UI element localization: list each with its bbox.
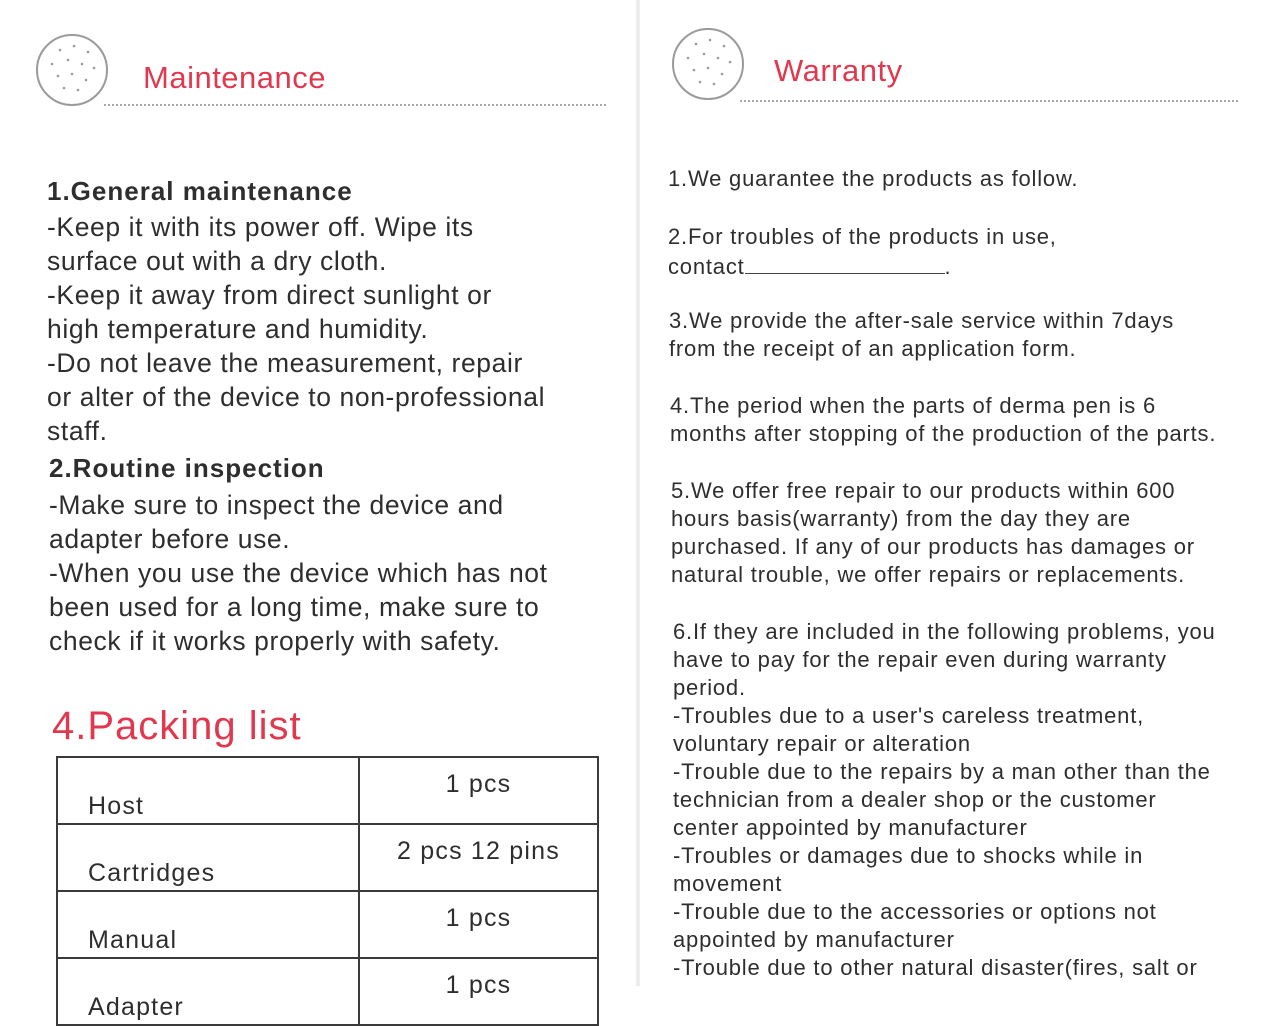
maintenance-page [0, 0, 636, 1021]
warranty-item-6 [673, 618, 1283, 982]
packing-list-title: 4.Packing list [52, 704, 302, 748]
item-name: Cartridges [57, 824, 359, 891]
text-line: have to pay for the repair even during warranty [673, 647, 1167, 672]
text-line: -Trouble due to the repairs by a man other than the [673, 759, 1211, 784]
table-row [57, 757, 598, 824]
text-line: -Make sure to inspect the device and [49, 490, 504, 520]
item-quantity: 1 pcs [359, 958, 598, 1025]
text-line: months after stopping of the production of the parts. [670, 421, 1217, 446]
warranty-header: Warranty [774, 53, 903, 88]
warranty-item-2 [668, 223, 1268, 281]
general-maintenance-text [47, 210, 545, 448]
text-line: period. [673, 675, 746, 700]
item-name: Host [57, 757, 359, 824]
maintenance-header: Maintenance [143, 60, 327, 95]
dotted-circle-icon [36, 34, 108, 106]
table-row [57, 824, 598, 891]
warranty-item-3 [669, 307, 1269, 363]
header-rule [740, 100, 1238, 102]
table-row [57, 958, 598, 1025]
text-line: natural trouble, we offer repairs or replacements. [671, 562, 1186, 587]
text-line: -Do not leave the measurement, repair [47, 348, 523, 378]
text-line: voluntary repair or alteration [673, 731, 971, 756]
dotted-circle-icon [672, 28, 744, 100]
text-line: staff. [47, 416, 108, 446]
text-line: 3.We provide the after-sale service within 7days [669, 308, 1175, 333]
text-line: -Troubles due to a user's careless treatment, [673, 703, 1145, 728]
text-line: check if it works properly with safety. [49, 626, 501, 656]
text-line: -Trouble due to other natural disaster(fires, salt or [673, 955, 1198, 980]
routine-inspection-text [49, 488, 548, 658]
text-line: center appointed by manufacturer [673, 815, 1028, 840]
routine-inspection-heading: 2.Routine inspection [49, 453, 325, 483]
warranty-item-5 [671, 477, 1271, 589]
table-row [57, 891, 598, 958]
text-line: -When you use the device which has not [49, 558, 548, 588]
warranty-item-4 [670, 392, 1280, 448]
text-line: movement [673, 871, 783, 896]
period-mark: . [944, 254, 952, 279]
text-line: -Troubles or damages due to shocks while in [673, 843, 1144, 868]
text-line: -Keep it with its power off. Wipe its [47, 212, 474, 242]
item-name: Adapter [57, 958, 359, 1025]
general-maintenance-heading: 1.General maintenance [47, 176, 353, 206]
text-line: purchased. If any of our products has damages or [671, 534, 1195, 559]
contact-blank [745, 251, 945, 274]
text-line: 5.We offer free repair to our products within 600 [671, 478, 1176, 503]
text-line: surface out with a dry cloth. [47, 246, 387, 276]
contact-label: contact [668, 254, 745, 279]
text-line: 2.For troubles of the products in use, [668, 224, 1057, 249]
warranty-item-1: 1.We guarantee the products as follow. [668, 166, 1079, 191]
text-line: been used for a long time, make sure to [49, 592, 540, 622]
text-line: adapter before use. [49, 524, 291, 554]
item-quantity: 2 pcs 12 pins [359, 824, 598, 891]
item-quantity: 1 pcs [359, 891, 598, 958]
text-line: or alter of the device to non-professional [47, 382, 546, 412]
header-rule [104, 104, 606, 106]
item-name: Manual [57, 891, 359, 958]
text-line: technician from a dealer shop or the customer [673, 787, 1157, 812]
text-line: 6.If they are included in the following problems, you [673, 619, 1216, 644]
text-line: -Keep it away from direct sunlight or [47, 280, 492, 310]
text-line: high temperature and humidity. [47, 314, 429, 344]
text-line: from the receipt of an application form. [669, 336, 1077, 361]
text-line: hours basis(warranty) from the day they are [671, 506, 1131, 531]
text-line: 4.The period when the parts of derma pen is 6 [670, 393, 1157, 418]
warranty-page [640, 0, 1286, 986]
item-quantity: 1 pcs [359, 757, 598, 824]
text-line [668, 251, 1268, 281]
text-line: appointed by manufacturer [673, 927, 955, 952]
text-line: -Trouble due to the accessories or options not [673, 899, 1157, 924]
